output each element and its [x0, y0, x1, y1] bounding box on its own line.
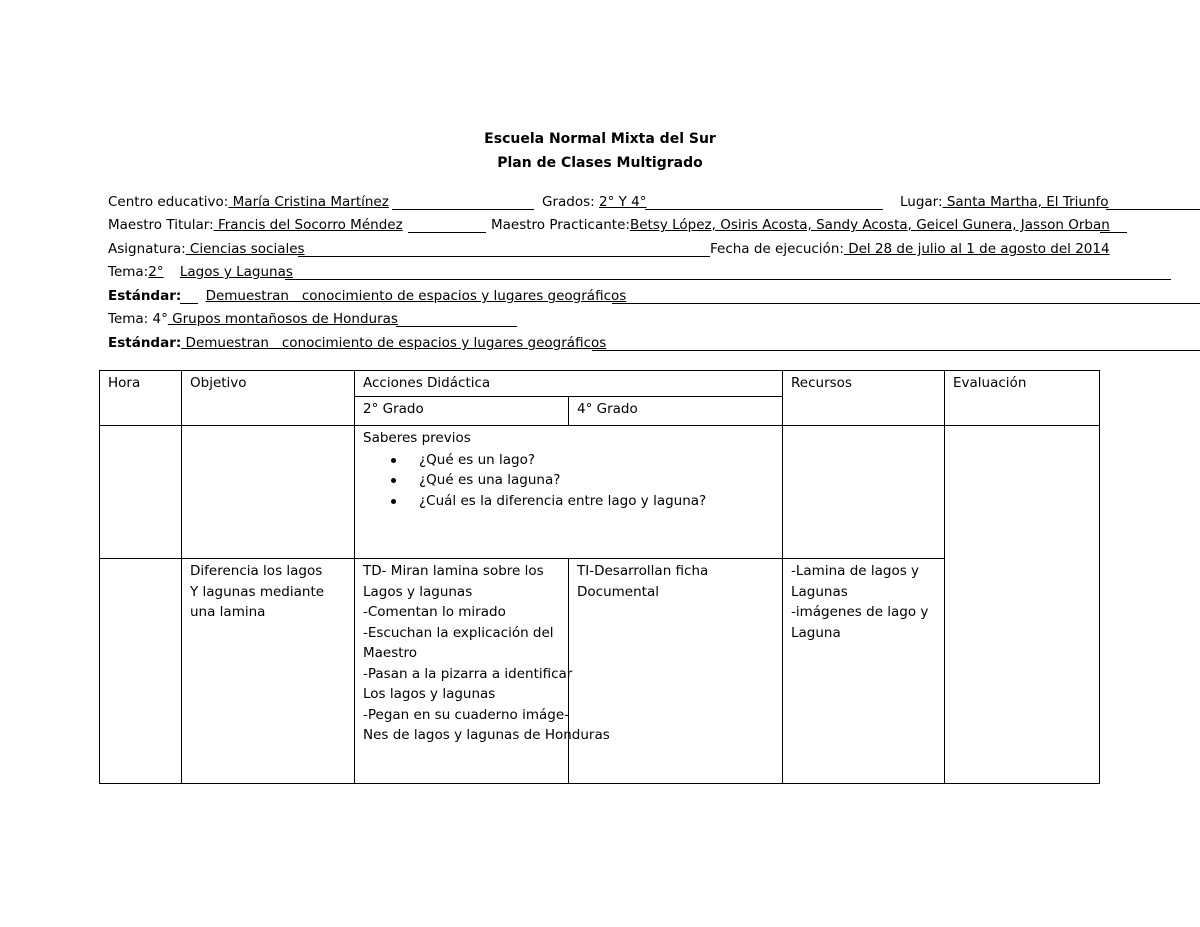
info-line-maestros [108, 216, 403, 235]
maestro-titular-value: Francis del Socorro Méndez [213, 217, 403, 233]
lugar-value: Santa Martha, El Triunfo [942, 194, 1109, 210]
centro-value: María Cristina Martínez [228, 194, 389, 210]
row2-objetivo [182, 559, 355, 784]
recursos-line: Laguna [791, 624, 841, 641]
row1-acciones [355, 426, 783, 559]
estandar2-underline [592, 350, 1200, 351]
fecha-label: Fecha de ejecución: [710, 241, 844, 257]
grado2-line: Maestro [363, 645, 418, 661]
objetivo-line: Y lagunas mediante [190, 583, 325, 600]
info-line-estandar2 [108, 334, 606, 353]
list-item [391, 491, 774, 512]
row1-recursos [783, 426, 945, 559]
practicante-underline [1100, 232, 1127, 233]
bullet-icon [391, 478, 396, 483]
fecha-value: Del 28 de julio al 1 de agosto del 2014 [843, 241, 1110, 257]
row2-grado4 [569, 559, 783, 784]
objetivo-line: una lamina [190, 604, 266, 620]
tema2-value: Lagos y Lagunas [179, 264, 293, 280]
row2-grado2 [355, 559, 610, 784]
info-grados [542, 193, 647, 212]
estandar1-underline-lead [180, 303, 198, 304]
centro-underline [392, 209, 534, 210]
grado2-line: TD- Miran lamina sobre los [363, 563, 544, 579]
row2-recursos [783, 559, 945, 784]
asignatura-underline [298, 256, 710, 257]
table-header-row [100, 371, 1100, 397]
grados-underline [645, 209, 883, 210]
row1-hora [100, 426, 182, 559]
objetivo-line: Diferencia los lagos [190, 563, 323, 579]
estandar2-value: Demuestran conocimiento de espacios y lugares geográficos [181, 335, 607, 351]
grado2-line: Nes de lagos y lagunas de Honduras [363, 727, 610, 743]
school-name: Escuela Normal Mixta del Sur [484, 131, 716, 147]
grado2-line: -Pasan a la pizarra a identificar [363, 665, 573, 682]
header-grado4: 4° Grado [569, 397, 783, 426]
lugar-underline [1106, 209, 1200, 210]
row1-objetivo [182, 426, 355, 559]
grados-label: Grados: [542, 194, 595, 210]
maestro-titular-underline [408, 232, 486, 233]
recursos-line: -Lamina de lagos y [791, 563, 920, 579]
header-objetivo: Objetivo [182, 371, 355, 426]
info-line-tema4 [108, 310, 398, 329]
tema4-underline [396, 326, 517, 327]
plan-title: Plan de Clases Multigrado [497, 155, 703, 171]
row2-hora [100, 559, 182, 784]
lugar-label: Lugar: [900, 194, 943, 210]
question-text: ¿Qué es una laguna? [419, 472, 561, 488]
estandar2-label: Estándar: [108, 335, 182, 351]
grado2-line: Los lagos y lagunas [363, 686, 496, 702]
question-text: ¿Qué es un lago? [419, 451, 535, 468]
tema2-grade: 2° [148, 264, 164, 280]
tema4-value: Grupos montañosos de Honduras [167, 311, 398, 327]
header-recursos: Recursos [783, 371, 945, 426]
info-fecha [710, 240, 1110, 259]
question-text: ¿Cuál es la diferencia entre lago y laguna? [419, 492, 707, 509]
list-item [391, 470, 774, 491]
grado2-line: Lagos y lagunas [363, 583, 473, 600]
asignatura-value: Ciencias sociales [185, 241, 305, 257]
list-item [391, 450, 774, 471]
grados-value: 2° Y 4° [599, 194, 647, 210]
grado2-line: -Comentan lo mirado [363, 604, 506, 620]
maestro-practicante-value: Betsy López, Osiris Acosta, Sandy Acosta, Geicel Gunera, Jasson Orban [629, 217, 1110, 233]
info-line-tema2 [108, 263, 293, 282]
table-row [100, 426, 1100, 559]
saberes-title: Saberes previos [363, 430, 471, 446]
recursos-line: Lagunas [791, 583, 848, 600]
tema2-underline [285, 279, 1171, 280]
header-evaluacion: Evaluación [945, 371, 1100, 426]
lesson-plan-table [99, 370, 1100, 784]
maestro-titular-label: Maestro Titular: [108, 217, 214, 233]
info-lugar [900, 193, 1109, 212]
header-hora: Hora [100, 371, 182, 426]
grado2-line: -Escuchan la explicación del [363, 624, 554, 641]
info-line-asignatura [108, 240, 305, 259]
estandar1-underline [612, 303, 1200, 304]
asignatura-label: Asignatura: [108, 241, 186, 257]
header-grado2: 2° Grado [355, 397, 569, 426]
tema4-label: Tema: 4° [108, 311, 168, 327]
estandar1-value: Demuestran conocimiento de espacios y lugares geográficos [205, 288, 627, 304]
grado4-line: TI-Desarrollan ficha [577, 563, 709, 579]
estandar1-label: Estándar: [108, 288, 182, 304]
info-practicante [491, 216, 1110, 235]
tema2-label: Tema: [108, 264, 149, 280]
evaluacion-cell [945, 426, 1100, 784]
questions-list [363, 450, 774, 512]
info-line-centro [108, 193, 389, 212]
bullet-icon [391, 499, 396, 504]
header-acciones: Acciones Didáctica [355, 371, 783, 397]
grado2-line: -Pegan en su cuaderno imáge- [363, 706, 570, 723]
maestro-practicante-label: Maestro Practicante: [491, 217, 630, 233]
recursos-line: -imágenes de lago y [791, 604, 929, 620]
bullet-icon [391, 458, 396, 463]
grado4-line: Documental [577, 583, 659, 600]
centro-label: Centro educativo: [108, 194, 229, 210]
